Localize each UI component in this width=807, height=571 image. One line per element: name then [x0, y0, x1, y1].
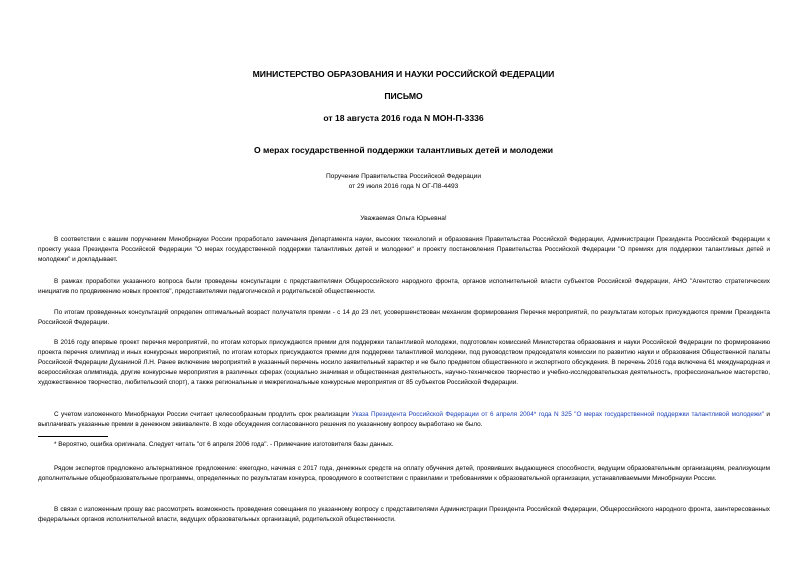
paragraph-2: В рамках проработки указанного вопроса были проведены консультации с представителями Общероссийского народного фронта, органов исполнительной власти субъектов Российской Федерации, АНО "Агентство стратегических инициатив по продвижению новых проектов", представителями педагогической и родительской общественности. — [38, 278, 770, 295]
doc-date-number: от 18 августа 2016 года N МОН-П-3336 — [323, 113, 484, 123]
decree-link[interactable]: Указа Президента Российской Федерации от 6 апреля 2004* года N 325 "О мерах государственной поддержки талантливой молодежи" — [351, 411, 764, 418]
paragraph-3: По итогам проведенных консультаций определен оптимальный возраст получателя премии - с 14 до 23 лет, усовершенствован механизм формирования Перечня мероприятий, по результатам которых присуждаются премии Президента Российской Федерации. — [38, 309, 770, 326]
salutation: Уважаемая Ольга Юрьевна! — [360, 215, 447, 222]
basis-line-2: от 29 июля 2016 года N ОГ-П8-4493 — [348, 183, 459, 190]
ministry-title: МИНИСТЕРСТВО ОБРАЗОВАНИЯ И НАУКИ РОССИЙСКОЙ ФЕДЕРАЦИИ — [252, 69, 555, 79]
paragraph-5-text-before: С учетом изложенного Минобрнауки России считает целесообразным продлить срок реализации — [54, 411, 352, 418]
footnote: * Вероятно, ошибка оригинала. Следует читать "от 6 апреля 2006 года". - Примечание изготовителя базы данных. — [54, 441, 394, 448]
paragraph-6: Рядом экспертов предложено альтернативное предложение: ежегодно, начиная с 2017 года, денежных средств на оплату обучения детей, проявивших выдающиеся способности, ведущим образовательным организациям, реализующим дополнительные общеобразовательные программы, определенных по результатам конкурса, проводимого в соответствии с правилами и требованиями к образовательной организации, устанавливаемыми Минобрнауки России. — [38, 465, 770, 482]
basis-line-1: Поручение Правительства Российской Федерации — [325, 173, 482, 180]
paragraph-5 — [38, 410, 770, 430]
paragraph-1: В соответствии с вашим поручением Минобрнауки России проработало замечания Департамента науки, высоких технологий и образования Правительства Российской Федерации, Администрации Президента Российской Федерации к проекту указа Президента Российской Федерации "О мерах государственной поддержки талантливых детей и молодежи" и проекту постановления Правительства Российской Федерации "О премиях для поддержки талантливых детей и молодежи" и докладывает. — [38, 236, 770, 263]
doc-subject: О мерах государственной поддержки талантливых детей и молодежи — [253, 145, 554, 155]
footnote-divider — [38, 436, 108, 437]
paragraph-7: В связи с изложенным прошу вас рассмотреть возможность проведения совещания по указанному вопросу с представителями Администрации Президента Российской Федерации, Общероссийского народного фронта, заинтересованных федеральных органов исполнительной власти, ведущих образовательных организаций, родительской общественности. — [38, 506, 770, 523]
paragraph-5-text-after: и выплачивать указанные премии в денежном эквиваленте. В ходе обсуждения согласованного решения по указанному вопросу выработано не было. — [38, 411, 770, 428]
paragraph-4: В 2016 году впервые проект перечня мероприятий, по итогам которых присуждаются премии для поддержки талантливой молодежи, подготовлен комиссией Министерства образования и науки Российской Федерации по формированию проекта перечня олимпиад и иных конкурсных мероприятий, по итогам которых присуждаются премии для поддержки талантливой молодежи, под руководством председателя комиссии по развитию науки и образования Общественной палаты Российской Федерации Духаниной Л.Н. Ранее включение мероприятий в указанный перечень носило заявительный характер и не было предметом общественного и экспертного обсуждения. В перечень 2016 года включена 61 международная и всероссийская олимпиада, другие конкурсные мероприятия в различных сферах (социально значимая и общественная деятельность, научно-техническое творчество и учебно-исследовательская деятельность, профессиональное мастерство, художественное творчество, любительский спорт), а также региональные и межрегиональные конкурсные мероприятия от 85 субъектов Российской Федерации. — [38, 339, 770, 386]
doc-type: ПИСЬМО — [384, 91, 423, 101]
